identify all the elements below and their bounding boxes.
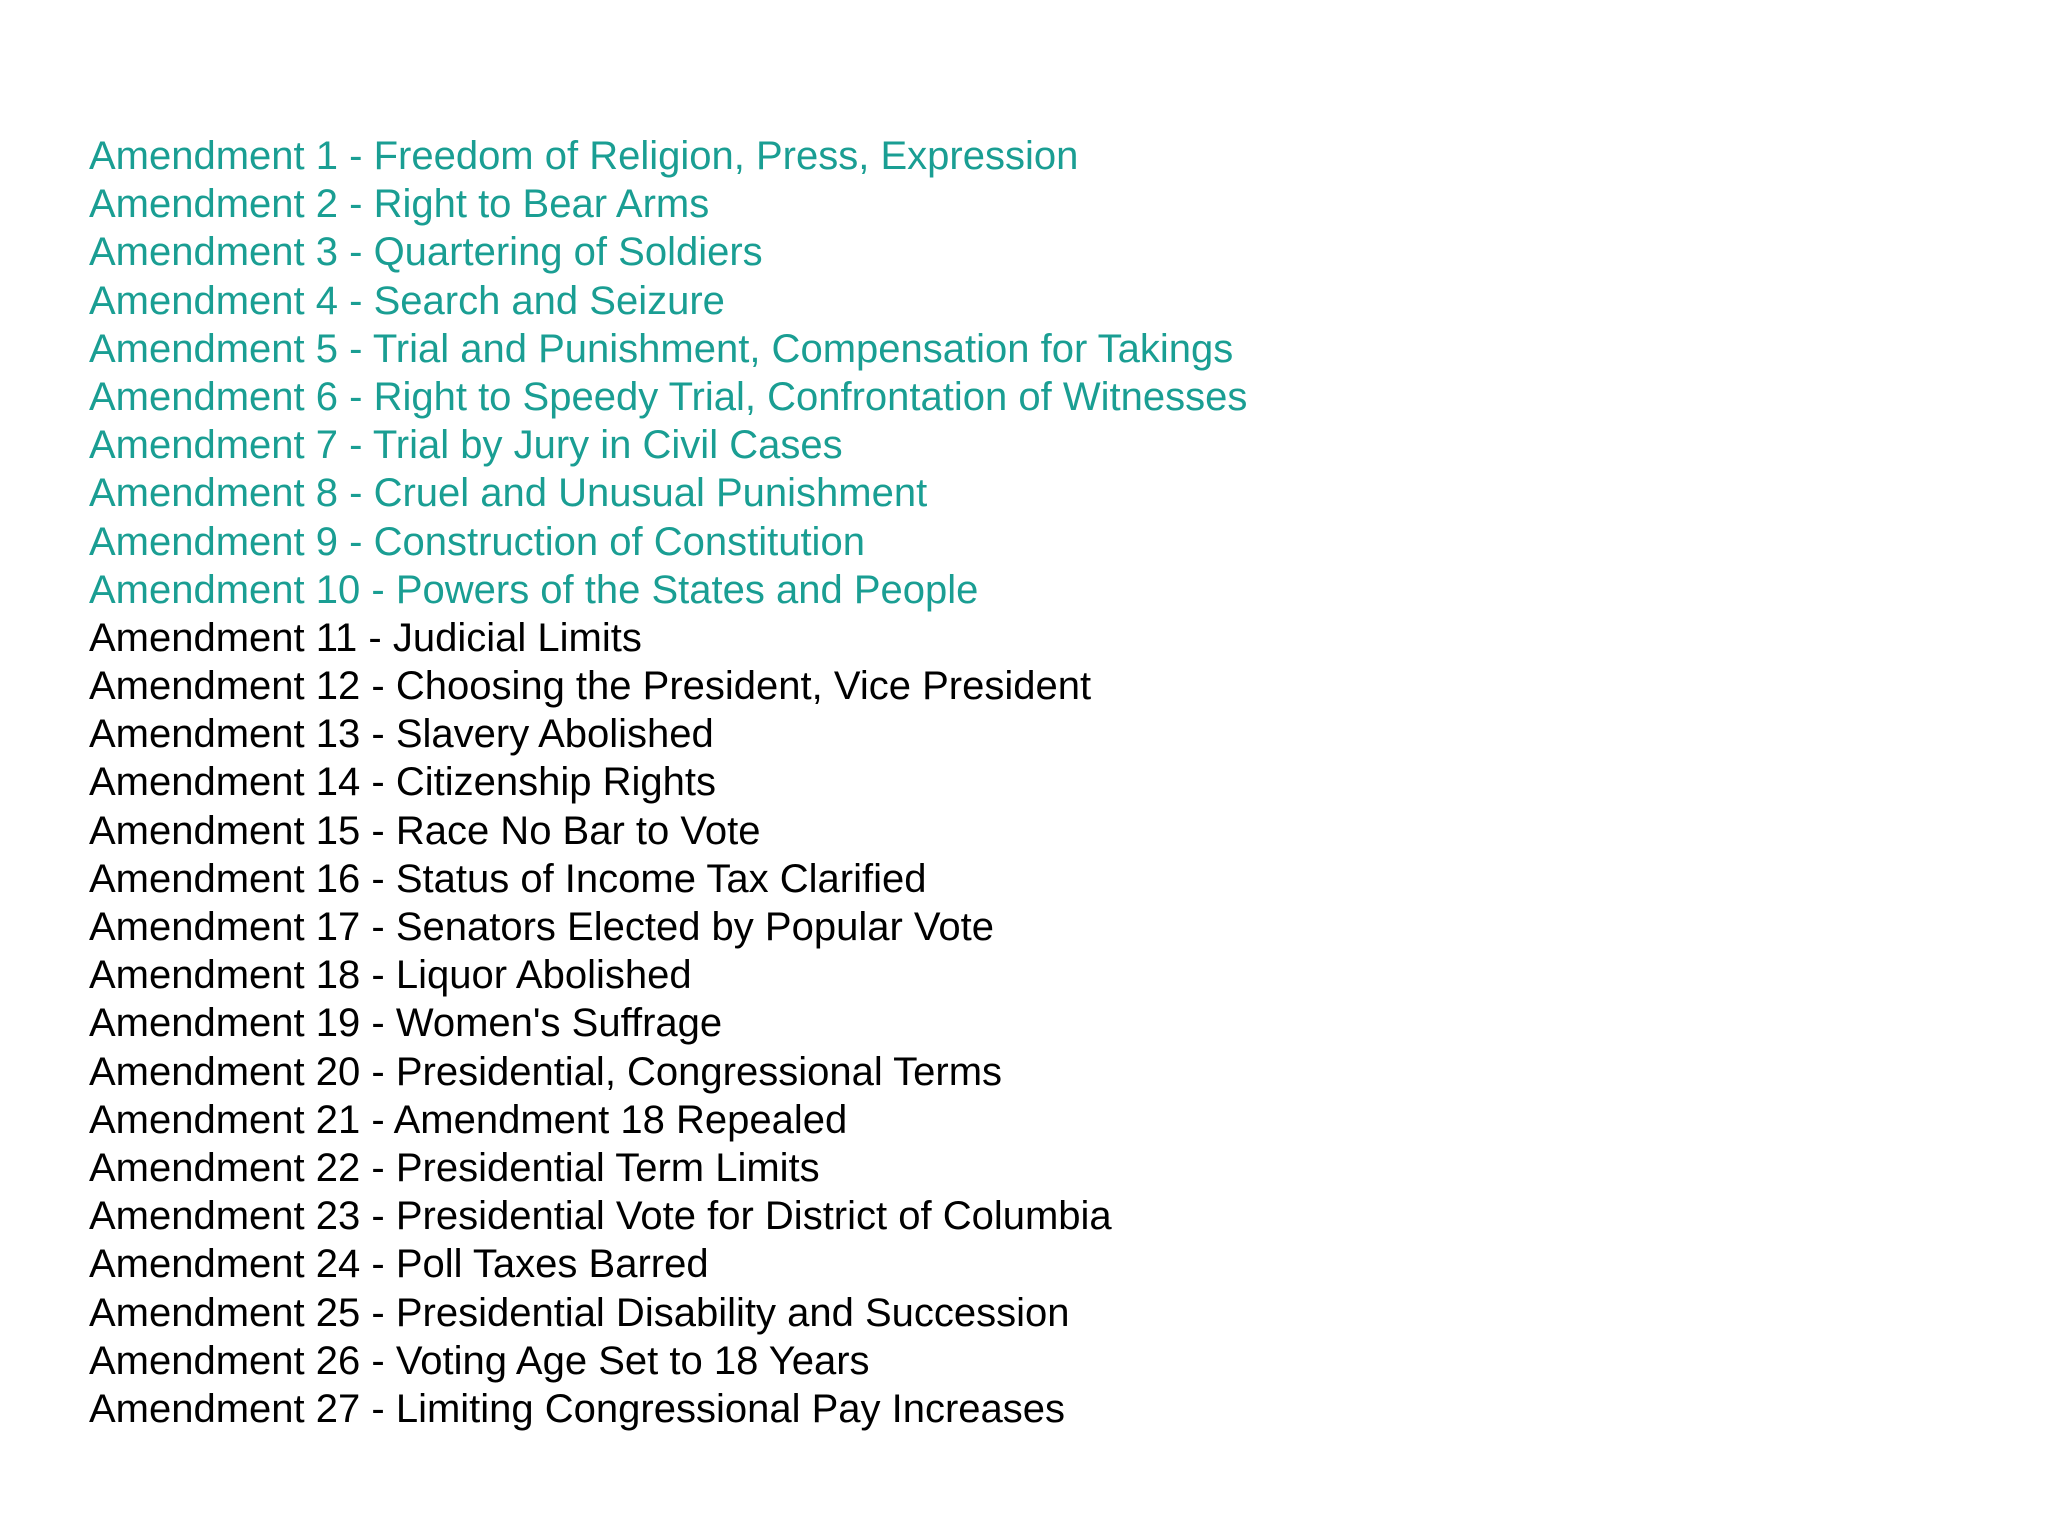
amendment-16: Amendment 16 - Status of Income Tax Clarified: [89, 856, 927, 901]
amendment-18: Amendment 18 - Liquor Abolished: [89, 953, 692, 998]
amendment-17: Amendment 17 - Senators Elected by Popular Vote: [89, 905, 994, 949]
amendment-13: Amendment 13 - Slavery Abolished: [89, 712, 714, 757]
amendment-7: Amendment 7 - Trial by Jury in Civil Cases: [89, 423, 843, 468]
amendment-list: [89, 132, 1989, 1433]
document-page: [89, 132, 1989, 1433]
amendment-4: Amendment 4 - Search and Seizure: [89, 278, 725, 323]
amendment-27: Amendment 27 - Limiting Congressional Pay Increases: [89, 1386, 1066, 1431]
amendment-23: Amendment 23 - Presidential Vote for District of Columbia: [89, 1194, 1112, 1239]
amendment-12: Amendment 12 - Choosing the President, Vice President: [89, 664, 1092, 709]
amendment-14: Amendment 14 - Citizenship Rights: [89, 760, 716, 805]
amendment-21: Amendment 21 - Amendment 18 Repealed: [89, 1097, 848, 1142]
amendment-15: Amendment 15 - Race No Bar to Vote: [89, 808, 761, 853]
amendment-9: Amendment 9 - Construction of Constitution: [89, 519, 865, 564]
amendment-26: Amendment 26 - Voting Age Set to 18 Years: [89, 1338, 870, 1383]
amendment-10: Amendment 10 - Powers of the States and People: [89, 567, 979, 612]
amendment-25: Amendment 25 - Presidential Disability and Succession: [89, 1290, 1070, 1335]
amendment-19: Amendment 19 - Women's Suffrage: [89, 1001, 723, 1046]
amendment-2: Amendment 2 - Right to Bear Arms: [89, 182, 710, 227]
amendment-11: Amendment 11 - Judicial Limits: [89, 615, 642, 660]
amendment-6: Amendment 6 - Right to Speedy Trial, Confrontation of Witnesses: [89, 374, 1248, 419]
amendment-8: Amendment 8 - Cruel and Unusual Punishment: [89, 471, 928, 516]
amendment-3: Amendment 3 - Quartering of Soldiers: [89, 230, 763, 275]
amendment-24: Amendment 24 - Poll Taxes Barred: [89, 1242, 709, 1287]
amendment-1: Amendment 1 - Freedom of Religion, Press, Expression: [89, 134, 1079, 178]
amendment-20: Amendment 20 - Presidential, Congressional Terms: [89, 1049, 1003, 1094]
amendment-5: Amendment 5 - Trial and Punishment, Compensation for Takings: [89, 326, 1234, 371]
amendment-22: Amendment 22 - Presidential Term Limits: [89, 1145, 820, 1190]
